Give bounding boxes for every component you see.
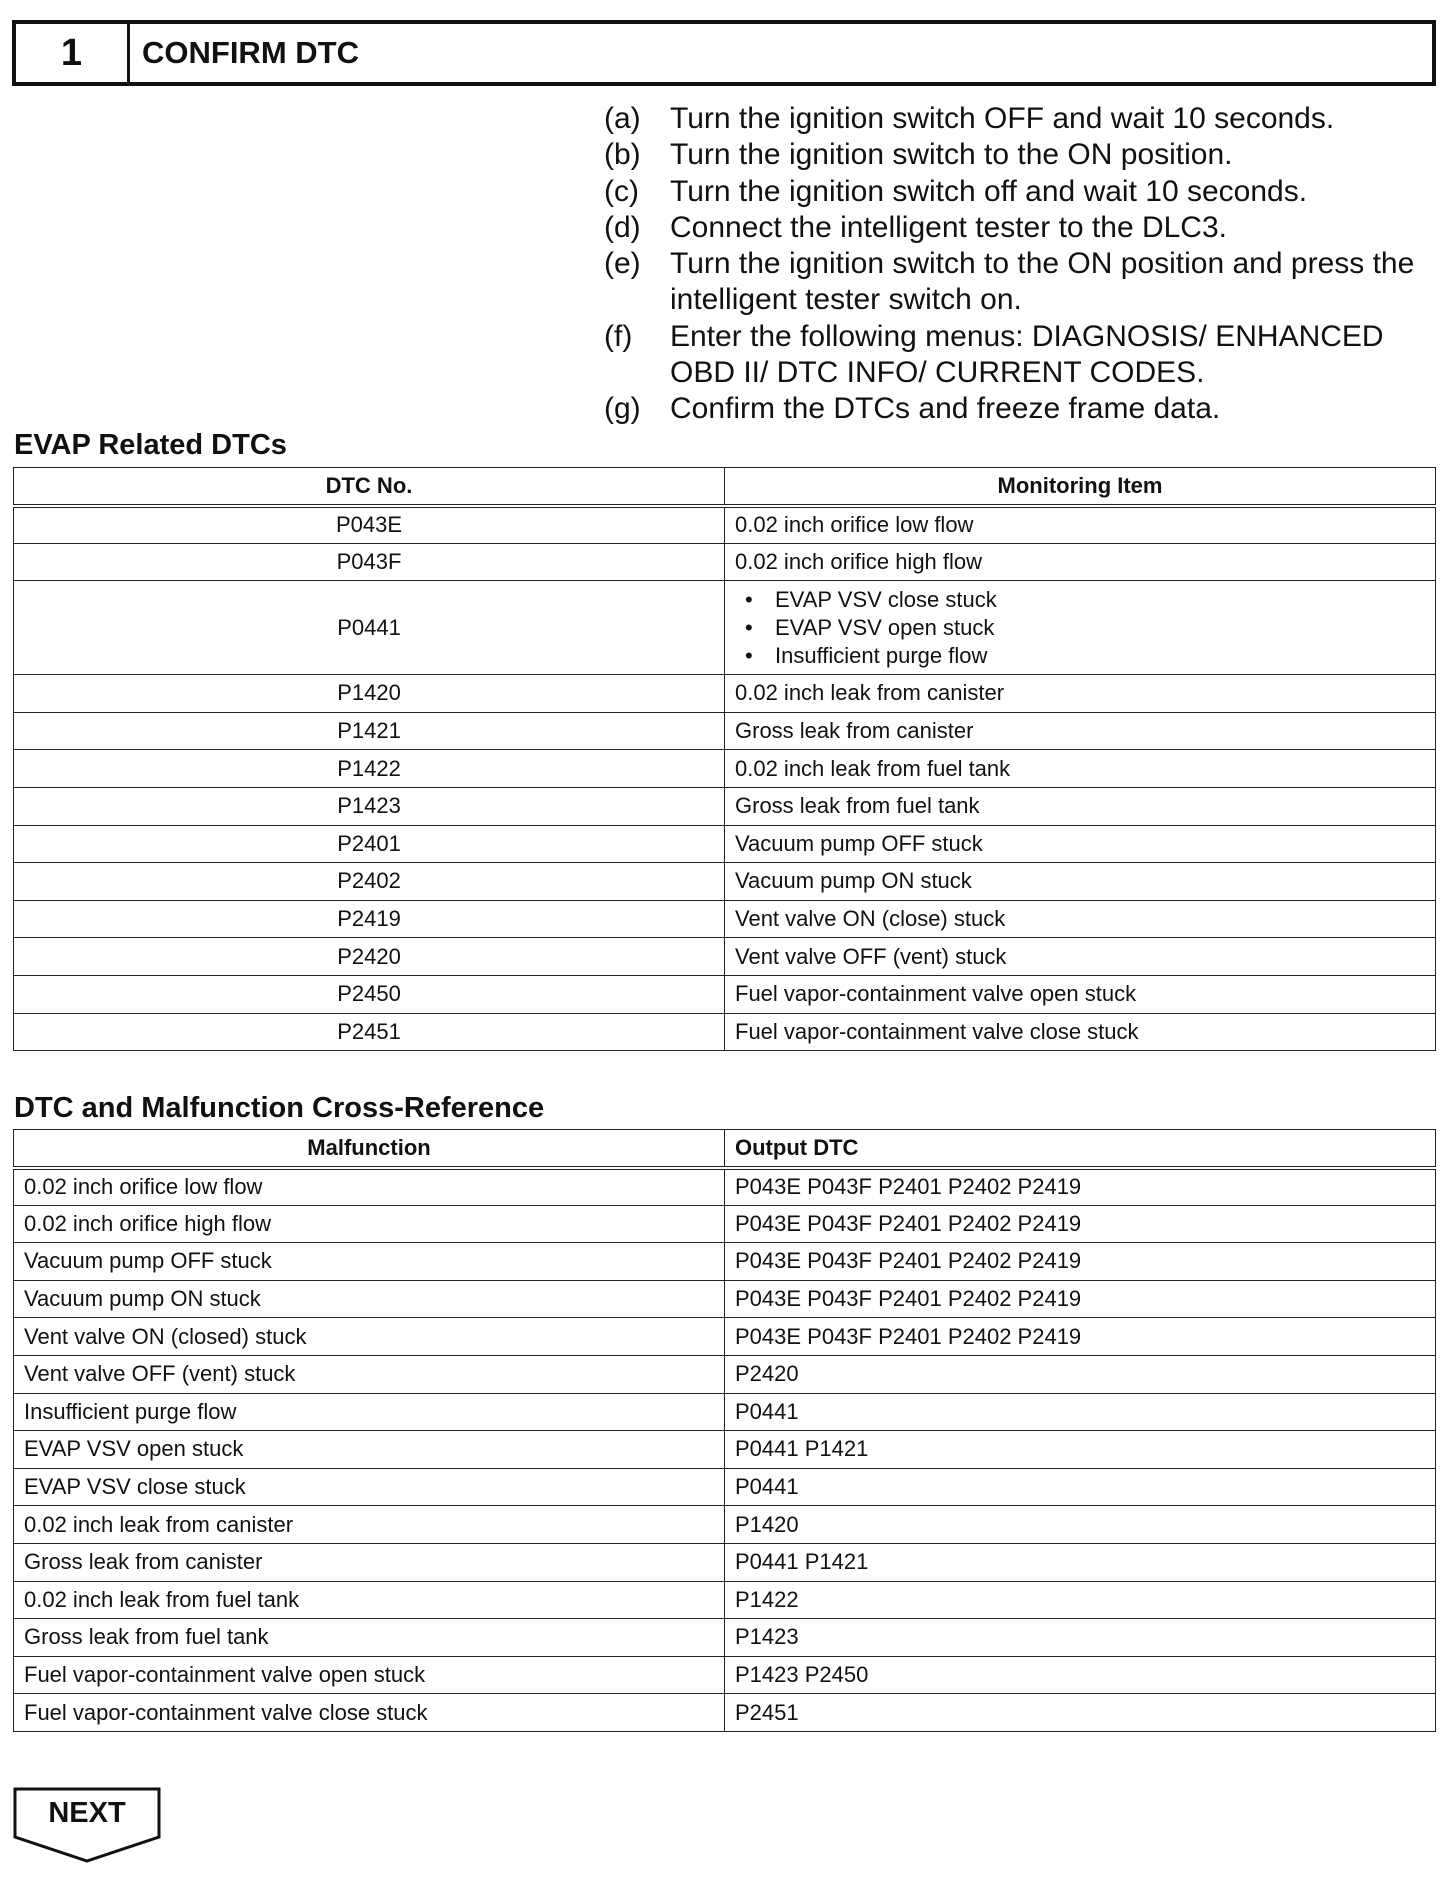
table-row	[14, 1205, 1436, 1243]
table-row	[14, 712, 1436, 750]
step-title: CONFIRM DTC	[142, 35, 359, 70]
bullet-item: • Insufficient purge flow	[735, 642, 1425, 670]
evap-dtc-table	[13, 467, 1436, 1051]
step-letter: (a)	[604, 102, 641, 135]
column-header-monitoring-item: Monitoring Item	[725, 468, 1436, 506]
output-dtc-cell: P0441	[725, 1393, 1436, 1431]
table-row	[14, 1243, 1436, 1281]
output-dtc-cell: P043E P043F P2401 P2402 P2419	[725, 1318, 1436, 1356]
malfunction-cell: Vacuum pump OFF stuck	[14, 1243, 725, 1281]
dtc-code-cell: P043E	[14, 506, 725, 544]
monitoring-item-cell: 0.02 inch leak from fuel tank	[725, 750, 1436, 788]
monitoring-item-cell: Fuel vapor-containment valve close stuck	[725, 1013, 1436, 1051]
procedure-step	[604, 101, 1444, 137]
malfunction-cell: Insufficient purge flow	[14, 1393, 725, 1431]
procedure-step	[604, 210, 1444, 246]
monitoring-item-cell: 0.02 inch orifice high flow	[725, 543, 1436, 581]
table-row	[14, 750, 1436, 788]
monitoring-item-cell: Vent valve ON (close) stuck	[725, 900, 1436, 938]
table-row	[14, 1543, 1436, 1581]
table-row	[14, 1280, 1436, 1318]
dtc-code-cell: P2420	[14, 938, 725, 976]
dtc-code-cell: P043F	[14, 543, 725, 581]
output-dtc-cell: P043E P043F P2401 P2402 P2419	[725, 1168, 1436, 1206]
table-row	[14, 1013, 1436, 1051]
monitoring-item-cell: Vacuum pump ON stuck	[725, 863, 1436, 901]
output-dtc-cell: P043E P043F P2401 P2402 P2419	[725, 1205, 1436, 1243]
procedure-step	[604, 319, 1444, 392]
output-dtc-cell: P1423	[725, 1619, 1436, 1657]
step-letter: (e)	[604, 247, 641, 281]
next-button[interactable]	[13, 1787, 161, 1863]
malfunction-cell: 0.02 inch leak from fuel tank	[14, 1581, 725, 1619]
step-letter: (b)	[604, 138, 641, 172]
dtc-code-cell: P2402	[14, 863, 725, 901]
monitoring-item-cell: Gross leak from canister	[725, 712, 1436, 750]
step-text: Turn the ignition switch OFF and wait 10 seconds.	[670, 102, 1335, 135]
dtc-code-cell: P2450	[14, 975, 725, 1013]
column-header-malfunction: Malfunction	[14, 1130, 725, 1168]
step-text: Turn the ignition switch to the ON position and press the intelligent tester switch on.	[670, 247, 1415, 317]
output-dtc-cell: P0441 P1421	[725, 1431, 1436, 1469]
output-dtc-cell: P043E P043F P2401 P2402 P2419	[725, 1280, 1436, 1318]
table-row	[14, 581, 1436, 675]
table-row	[14, 787, 1436, 825]
monitoring-item-cell: 0.02 inch orifice low flow	[725, 506, 1436, 544]
dtc-code-cell: P2451	[14, 1013, 725, 1051]
step-letter: (c)	[604, 174, 639, 208]
malfunction-cell: EVAP VSV open stuck	[14, 1431, 725, 1469]
procedure-step	[604, 246, 1444, 319]
next-label: NEXT	[48, 1797, 126, 1829]
step-letter: (g)	[604, 392, 641, 426]
step-letter: (f)	[604, 319, 633, 353]
table-row	[14, 1581, 1436, 1619]
table-row	[14, 975, 1436, 1013]
malfunction-cell: Gross leak from canister	[14, 1543, 725, 1581]
monitoring-item-cell: Vacuum pump OFF stuck	[725, 825, 1436, 863]
dtc-code-cell: P2419	[14, 900, 725, 938]
table-row	[14, 1619, 1436, 1657]
step-letter: (d)	[604, 210, 641, 244]
bullet-item: • EVAP VSV open stuck	[735, 614, 1425, 642]
monitoring-item-cell: Fuel vapor-containment valve open stuck	[725, 975, 1436, 1013]
monitoring-item-bullets	[735, 582, 1425, 674]
table-row	[14, 506, 1436, 544]
dtc-code-cell: P1423	[14, 787, 725, 825]
output-dtc-cell: P1422	[725, 1581, 1436, 1619]
bullet-item: • EVAP VSV close stuck	[735, 586, 1425, 614]
output-dtc-cell: P043E P043F P2401 P2402 P2419	[725, 1243, 1436, 1281]
malfunction-cell: 0.02 inch leak from canister	[14, 1506, 725, 1544]
malfunction-cell: Fuel vapor-containment valve open stuck	[14, 1656, 725, 1694]
dtc-code-cell: P1421	[14, 712, 725, 750]
procedure-step	[604, 137, 1444, 173]
malfunction-cell: 0.02 inch orifice high flow	[14, 1205, 725, 1243]
procedure-list	[604, 101, 1444, 428]
output-dtc-cell: P1423 P2450	[725, 1656, 1436, 1694]
table-row	[14, 1318, 1436, 1356]
malfunction-cell: Vent valve ON (closed) stuck	[14, 1318, 725, 1356]
procedure-step	[604, 174, 1444, 210]
table-row	[14, 1393, 1436, 1431]
table-row	[14, 1468, 1436, 1506]
column-header-output-dtc: Output DTC	[725, 1130, 1436, 1168]
column-header-dtc-no: DTC No.	[14, 468, 725, 506]
table-row	[14, 1694, 1436, 1732]
table-row	[14, 825, 1436, 863]
monitoring-item-cell: Vent valve OFF (vent) stuck	[725, 938, 1436, 976]
monitoring-item-cell	[725, 581, 1436, 675]
malfunction-cell: Vent valve OFF (vent) stuck	[14, 1355, 725, 1393]
table-row	[14, 938, 1436, 976]
step-text: Enter the following menus: DIAGNOSIS/ ENHANCED OBD II/ DTC INFO/ CURRENT CODES.	[670, 319, 1384, 390]
step-text: Confirm the DTCs and freeze frame data.	[670, 392, 1221, 426]
table-row	[14, 1168, 1436, 1206]
evap-table-title: EVAP Related DTCs	[14, 429, 287, 461]
table-row	[14, 1431, 1436, 1469]
step-text: Turn the ignition switch off and wait 10 seconds.	[670, 174, 1308, 208]
table-row	[14, 675, 1436, 713]
step-text: Connect the intelligent tester to the DLC3.	[670, 210, 1227, 244]
table-header-row	[14, 1130, 1436, 1168]
output-dtc-cell: P1420	[725, 1506, 1436, 1544]
monitoring-item-cell: Gross leak from fuel tank	[725, 787, 1436, 825]
malfunction-cell: Vacuum pump ON stuck	[14, 1280, 725, 1318]
table-header-row	[14, 468, 1436, 506]
cross-reference-title: DTC and Malfunction Cross-Reference	[14, 1092, 545, 1124]
output-dtc-cell: P0441 P1421	[725, 1543, 1436, 1581]
cross-reference-table	[13, 1129, 1436, 1732]
dtc-code-cell: P1420	[14, 675, 725, 713]
dtc-code-cell: P2401	[14, 825, 725, 863]
malfunction-cell: EVAP VSV close stuck	[14, 1468, 725, 1506]
step-text: Turn the ignition switch to the ON position.	[670, 138, 1233, 172]
table-row	[14, 543, 1436, 581]
monitoring-item-cell: 0.02 inch leak from canister	[725, 675, 1436, 713]
output-dtc-cell: P2451	[725, 1694, 1436, 1732]
table-row	[14, 900, 1436, 938]
step-header	[12, 20, 1436, 86]
step-number: 1	[16, 24, 130, 82]
malfunction-cell: Fuel vapor-containment valve close stuck	[14, 1694, 725, 1732]
table-row	[14, 863, 1436, 901]
dtc-code-cell: P0441	[14, 581, 725, 675]
table-row	[14, 1355, 1436, 1393]
malfunction-cell: 0.02 inch orifice low flow	[14, 1168, 725, 1206]
table-row	[14, 1656, 1436, 1694]
dtc-code-cell: P1422	[14, 750, 725, 788]
table-row	[14, 1506, 1436, 1544]
output-dtc-cell: P0441	[725, 1468, 1436, 1506]
malfunction-cell: Gross leak from fuel tank	[14, 1619, 725, 1657]
procedure-step	[604, 391, 1444, 427]
output-dtc-cell: P2420	[725, 1355, 1436, 1393]
